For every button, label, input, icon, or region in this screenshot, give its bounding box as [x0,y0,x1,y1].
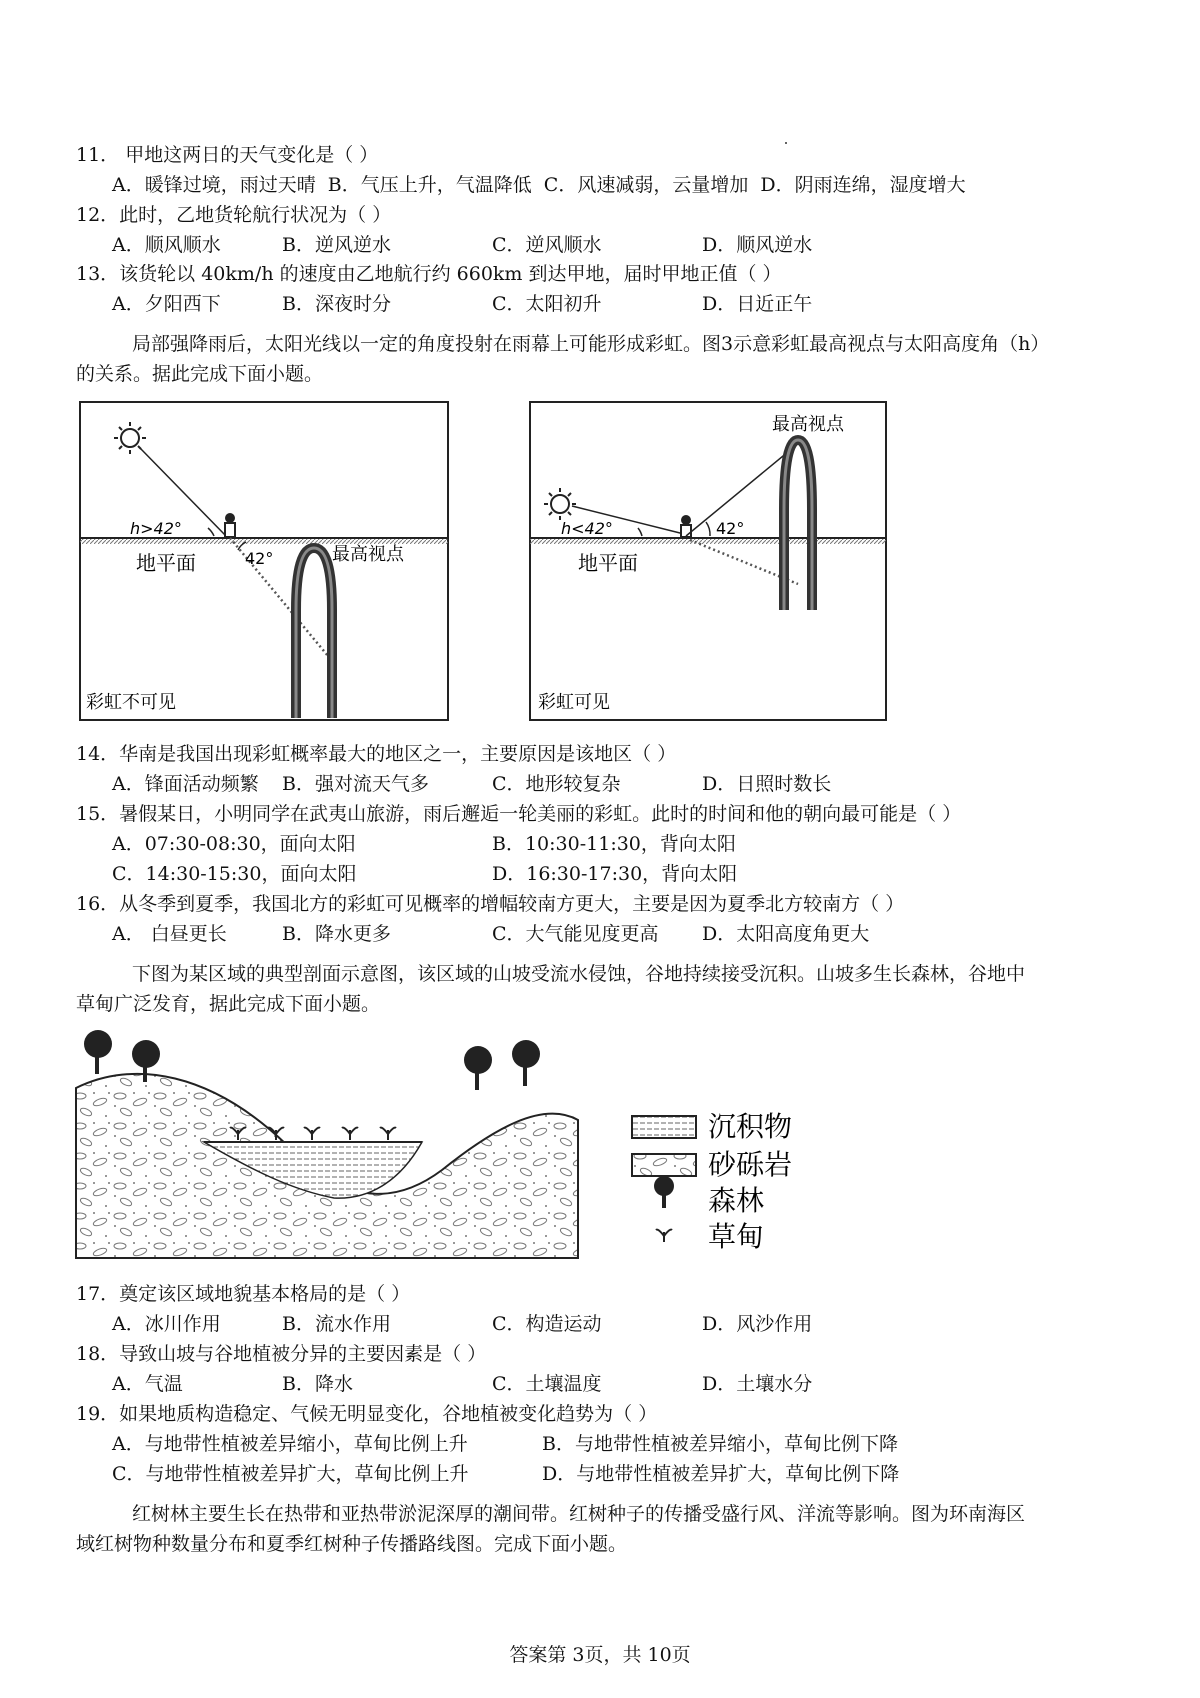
passage-rainbow-line1: 局部强降雨后，太阳光线以一定的角度投射在雨幕上可能形成彩虹。图3示意彩虹最高视点与太阳高度角（h） [132,333,1050,355]
right-caption: 彩虹可见 [538,692,610,713]
rainbow-figure [78,400,948,725]
right-ground-label: 地平面 [578,551,638,575]
legend-sediment-label: 沉积物 [708,1110,793,1143]
q19-option-c[interactable]: C．与地带性植被差异扩大，草甸比例上升 [112,1463,469,1485]
rainbow-panel-left [80,402,448,720]
q19-options-row1 [112,1432,898,1456]
q18-options [112,1372,812,1396]
q12-options [112,233,812,257]
q14-stem: 14．华南是我国出现彩虹概率最大的地区之一，主要原因是该地区（ ） [76,743,677,765]
legend-forest-icon [654,1176,674,1208]
left-caption: 彩虹不可见 [86,692,176,713]
profile-legend [632,1110,792,1253]
q19-option-b[interactable]: B．与地带性植被差异缩小，草甸比例下降 [542,1433,898,1455]
right-top-point-label: 最高视点 [772,414,844,435]
left-ground-label: 地平面 [136,551,196,575]
q15-option-b[interactable]: B．10:30-11:30，背向太阳 [492,833,736,855]
q17-options [112,1312,812,1336]
q17-option-d[interactable]: D．风沙作用 [702,1313,813,1335]
q19-stem: 19．如果地质构造稳定、气候无明显变化，谷地植被变化趋势为（ ） [76,1403,658,1425]
q15-options-row1 [112,832,736,856]
legend-meadow-icon [656,1230,672,1242]
q13-option-c[interactable]: C．太阳初升 [492,293,602,315]
passage-profile-line2: 草甸广泛发育，据此完成下面小题。 [76,993,381,1015]
q13-options [112,292,812,316]
q16-stem: 16．从冬季到夏季，我国北方的彩虹可见概率的增幅较南方更大，主要是因为夏季北方较南方（ ） [76,893,905,915]
q16-option-c[interactable]: C．大气能见度更高 [492,923,659,945]
q12-stem: 12．此时，乙地货轮航行状况为（ ） [76,204,392,226]
legend-meadow-label: 草甸 [708,1220,765,1253]
q15-option-d[interactable]: D．16:30-17:30，背向太阳 [492,863,738,885]
rainbow-panel-right [530,402,886,720]
q17-option-b[interactable]: B．流水作用 [282,1313,391,1335]
profile-cross-section [76,1074,578,1258]
q14-option-a[interactable]: A．锋面活动频繁 [112,773,259,795]
q11-stem: 11． 甲地这两日的天气变化是（ ） [76,144,379,166]
stray-dot [785,142,787,144]
q13-option-a[interactable]: A．夕阳西下 [112,293,221,315]
q13-stem: 13．该货轮以 40km/h 的速度由乙地航行约 660km 到达甲地，届时甲地正值（ ） [76,263,782,285]
q15-options-row2 [112,862,737,886]
left-h-label: h>42° [130,519,182,538]
page-footer: 答案第 3页，共 10页 [509,1644,691,1666]
q19-options-row2 [112,1462,899,1486]
q12-option-a[interactable]: A．顺风顺水 [112,234,221,256]
q18-option-c[interactable]: C．土壤温度 [492,1373,602,1395]
q12-option-d[interactable]: D．顺风逆水 [702,234,813,256]
q11-option-a[interactable]: A．暖锋过境，雨过天晴 [112,174,316,196]
legend-gravel-label: 砂砾岩 [708,1148,793,1181]
q15-stem: 15．暑假某日，小明同学在武夷山旅游，雨后邂逅一轮美丽的彩虹。此时的时间和他的朝向最可能是（ ） [76,803,962,825]
passage-mangrove-line1: 红树林主要生长在热带和亚热带淤泥深厚的潮间带。红树种子的传播受盛行风、洋流等影响。图为环南海区 [132,1503,1026,1525]
q11-option-b[interactable]: B．气压上升，气温降低 [327,174,532,196]
legend-forest-label: 森林 [708,1184,765,1217]
q12-option-c[interactable]: C．逆风顺水 [492,234,602,256]
right-h-label: h<42° [561,519,613,538]
q15-option-a[interactable]: A．07:30-08:30，面向太阳 [112,833,356,855]
q12-option-b[interactable]: B．逆风逆水 [282,234,391,256]
q14-option-d[interactable]: D．日照时数长 [702,773,832,795]
q18-option-d[interactable]: D．土壤水分 [702,1373,813,1395]
passage-mangrove-line2: 域红树物种数量分布和夏季红树种子传播路线图。完成下面小题。 [76,1533,628,1555]
right-angle-label: 42° [716,519,745,538]
q14-options [112,772,831,796]
q16-option-b[interactable]: B．降水更多 [282,923,391,945]
q14-option-b[interactable]: B．强对流天气多 [282,773,429,795]
q11-option-d[interactable]: D．阴雨连绵，湿度增大 [760,174,966,196]
observer-icon [225,513,235,537]
q18-option-a[interactable]: A．气温 [112,1373,183,1395]
q11-options [112,173,972,197]
q18-option-b[interactable]: B．降水 [282,1373,353,1395]
q16-option-d[interactable]: D．太阳高度角更大 [702,923,870,945]
q17-stem: 17．奠定该区域地貌基本格局的是（ ） [76,1283,411,1305]
left-angle-label: 42° [245,549,274,568]
q19-option-d[interactable]: D．与地带性植被差异扩大，草甸比例下降 [542,1463,900,1485]
q16-options [112,922,869,946]
q16-option-a[interactable]: A． 白昼更长 [112,923,227,945]
passage-profile-line1: 下图为某区域的典型剖面示意图，该区域的山坡受流水侵蚀，谷地持续接受沉积。山坡多生长森林，谷地中 [132,963,1026,985]
q13-option-b[interactable]: B．深夜时分 [282,293,391,315]
q19-option-a[interactable]: A．与地带性植被差异缩小，草甸比例上升 [112,1433,468,1455]
passage-rainbow-line2: 的关系。据此完成下面小题。 [76,363,324,385]
profile-figure [72,1030,882,1265]
left-top-point-label: 最高视点 [332,544,404,565]
q15-option-c[interactable]: C．14:30-15:30，面向太阳 [112,863,357,885]
q18-stem: 18．导致山坡与谷地植被分异的主要因素是（ ） [76,1343,487,1365]
q11-option-c[interactable]: C．风速减弱，云量增加 [543,174,749,196]
q17-option-c[interactable]: C．构造运动 [492,1313,602,1335]
q14-option-c[interactable]: C．地形较复杂 [492,773,621,795]
q13-option-d[interactable]: D．日近正午 [702,293,813,315]
q17-option-a[interactable]: A．冰川作用 [112,1313,221,1335]
